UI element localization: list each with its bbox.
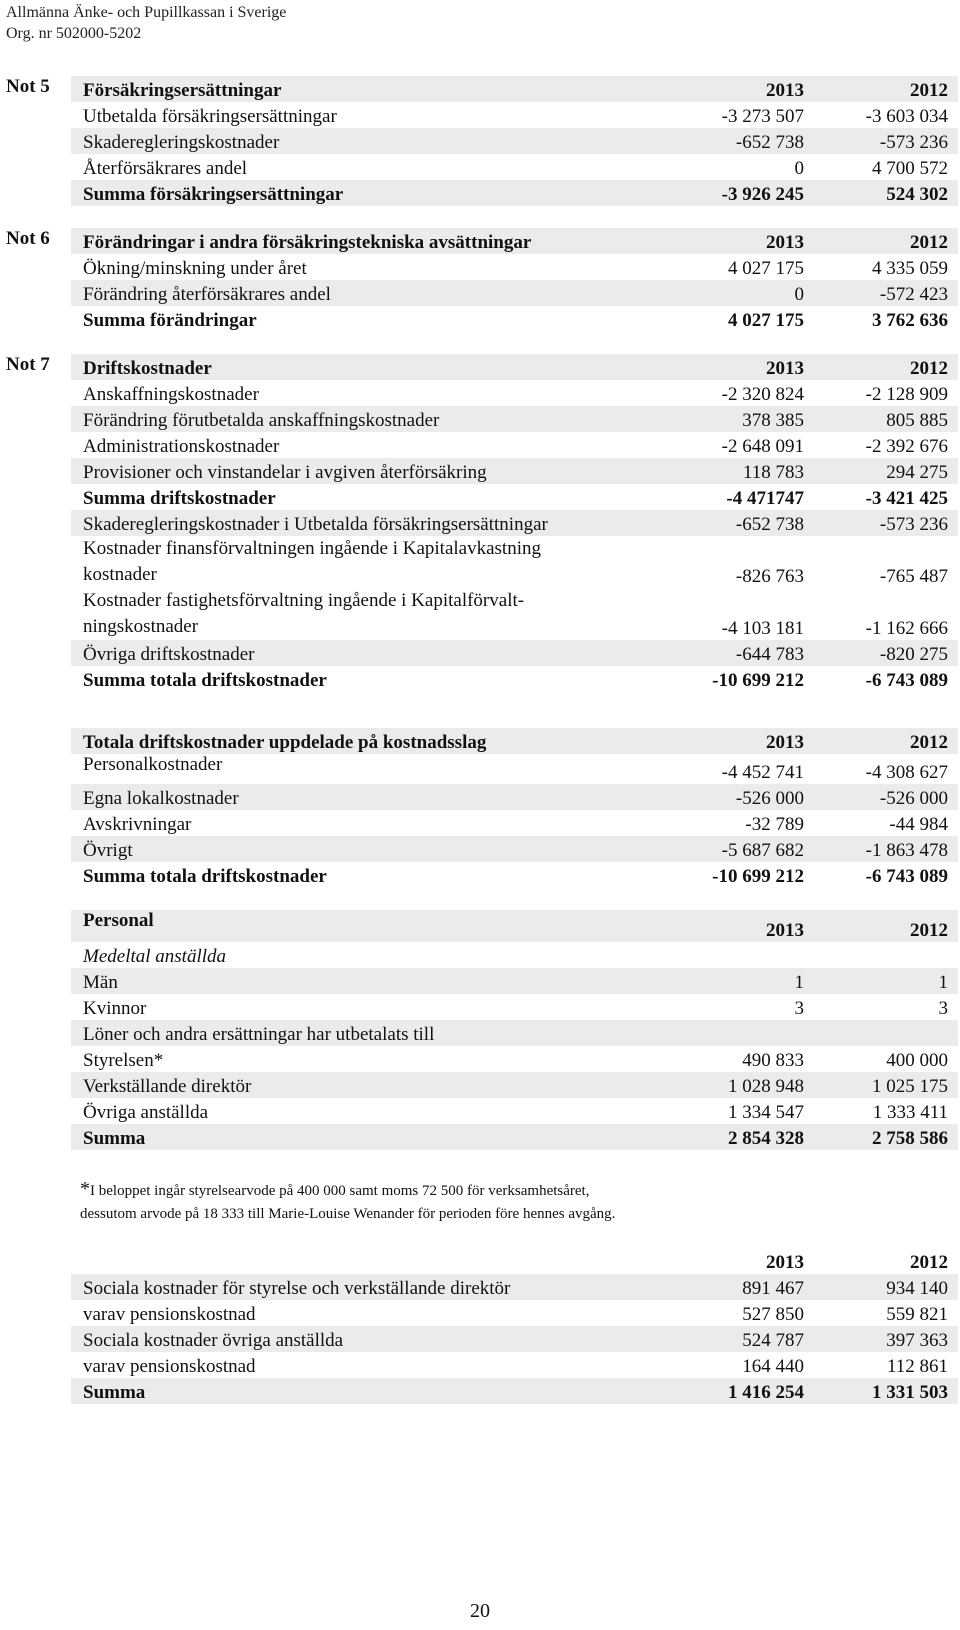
- note-7-header-row: Driftskostnader 2013 2012: [71, 354, 958, 380]
- note-7-label: Not 7: [6, 354, 50, 375]
- table-row: Ökning/minskning under året 4 027 175 4 335 059: [83, 258, 948, 279]
- table-row: Kvinnor 3 3: [83, 998, 948, 1019]
- table-row: Personalkostnader -4 452 741 -4 308 627: [83, 754, 948, 783]
- table-row: Skaderegleringskostnader i Utbetalda försäkringsersättningar -652 738 -573 236: [71, 510, 958, 536]
- table-row: Styrelsen* 490 833 400 000: [83, 1050, 948, 1071]
- table-row: Återförsäkrares andel 0 4 700 572: [83, 158, 948, 179]
- summary-row: Summa försäkringsersättningar -3 926 245 524 302: [71, 180, 958, 206]
- year-2012: 2012: [910, 80, 948, 101]
- footnote-star: *: [80, 1178, 90, 1200]
- org-name: Allmänna Änke- och Pupillkassan i Sverige: [6, 4, 287, 21]
- table-row: Förändring återförsäkrares andel 0 -572 423: [71, 280, 958, 306]
- table-row: Anskaffningskostnader -2 320 824 -2 128 909: [83, 384, 948, 405]
- note-5-table: [71, 76, 958, 206]
- table-row: Utbetalda försäkringsersättningar -3 273 507 -3 603 034: [83, 106, 948, 127]
- table-row: Övriga anställda 1 334 547 1 333 411: [83, 1102, 948, 1123]
- note-7-title: Driftskostnader: [83, 358, 212, 379]
- summary-row: Summa 2 854 328 2 758 586: [71, 1124, 958, 1150]
- table-row: Kostnader finansförvaltningen ingående i Kapitalavkastning kostnader -826 763 -765 487: [83, 538, 948, 587]
- table-row: Provisioner och vinstandelar i avgiven återförsäkring 118 783 294 275: [71, 458, 958, 484]
- summary-row: Summa totala driftskostnader -10 699 212 -6 743 089: [83, 670, 948, 691]
- note-6-label: Not 6: [6, 228, 50, 249]
- summary-row: Summa 1 416 254 1 331 503: [71, 1378, 958, 1404]
- table-row: Administrationskostnader -2 648 091 -2 392 676: [83, 436, 948, 457]
- note-5-label: Not 5: [6, 76, 50, 97]
- table-row: Övriga driftskostnader -644 783 -820 275: [71, 640, 958, 666]
- sociala-header-row: 2013 2012: [766, 1252, 948, 1273]
- personal-title: Personal: [83, 910, 154, 931]
- document-header: [6, 2, 286, 44]
- kostnadsslag-title: Totala driftskostnader uppdelade på kostnadsslag: [83, 732, 487, 753]
- summary-row: Summa totala driftskostnader -10 699 212 -6 743 089: [83, 866, 948, 887]
- page-number: 20: [470, 1600, 490, 1622]
- note-5-title: Försäkringsersättningar: [83, 80, 282, 101]
- table-row: Övrigt -5 687 682 -1 863 478: [71, 836, 958, 862]
- footnote-line-1: I beloppet ingår styrelsearvode på 400 000 samt moms 72 500 för verksamhetsåret,: [90, 1183, 590, 1199]
- footnote-line-2: dessutom arvode på 18 333 till Marie-Louise Wenander för perioden före hennes avgång.: [80, 1206, 616, 1222]
- note-7-table: [71, 354, 958, 692]
- loner-heading: Löner och andra ersättningar har utbetalats till: [71, 1020, 958, 1046]
- kostnadsslag-header-row: Totala driftskostnader uppdelade på kostnadsslag 2013 2012: [71, 728, 958, 754]
- note-6-table: [71, 228, 958, 332]
- table-row: Förändring förutbetalda anskaffningskostnader 378 385 805 885: [71, 406, 958, 432]
- table-row: Avskrivningar -32 789 -44 984: [83, 814, 948, 835]
- summary-row: Summa driftskostnader -4 471747 -3 421 425: [83, 488, 948, 509]
- table-row: Män 1 1: [71, 968, 958, 994]
- footnote: [80, 1178, 615, 1226]
- table-row: Sociala kostnader övriga anställda 524 787 397 363: [71, 1326, 958, 1352]
- kostnadsslag-table: [71, 728, 958, 888]
- note-6-title: Förändringar i andra försäkringstekniska avsättningar: [83, 232, 532, 253]
- table-row: varav pensionskostnad 527 850 559 821: [83, 1304, 948, 1325]
- table-row: Verkställande direktör 1 028 948 1 025 175: [71, 1072, 958, 1098]
- table-row: Sociala kostnader för styrelse och verkställande direktör 891 467 934 140: [71, 1274, 958, 1300]
- summary-row: Summa förändringar 4 027 175 3 762 636: [83, 310, 948, 331]
- table-row: Skaderegleringskostnader -652 738 -573 236: [71, 128, 958, 154]
- table-row: Kostnader fastighetsförvaltning ingående i Kapitalförvalt- ningskostnader -4 103 181 -1 162 666: [83, 590, 948, 639]
- org-number: Org. nr 502000-5202: [6, 25, 142, 42]
- personal-header-row: Personal 2013 2012: [71, 910, 958, 942]
- personal-table: [71, 910, 958, 1150]
- medeltal-heading: Medeltal anställda: [83, 946, 227, 967]
- sociala-table: [71, 1248, 958, 1404]
- note-5-header-row: [71, 76, 958, 102]
- year-2013: 2013: [766, 80, 804, 101]
- table-row: Egna lokalkostnader -526 000 -526 000: [71, 784, 958, 810]
- note-6-header-row: Förändringar i andra försäkringstekniska avsättningar 2013 2012: [71, 228, 958, 254]
- table-row: varav pensionskostnad 164 440 112 861: [83, 1356, 948, 1377]
